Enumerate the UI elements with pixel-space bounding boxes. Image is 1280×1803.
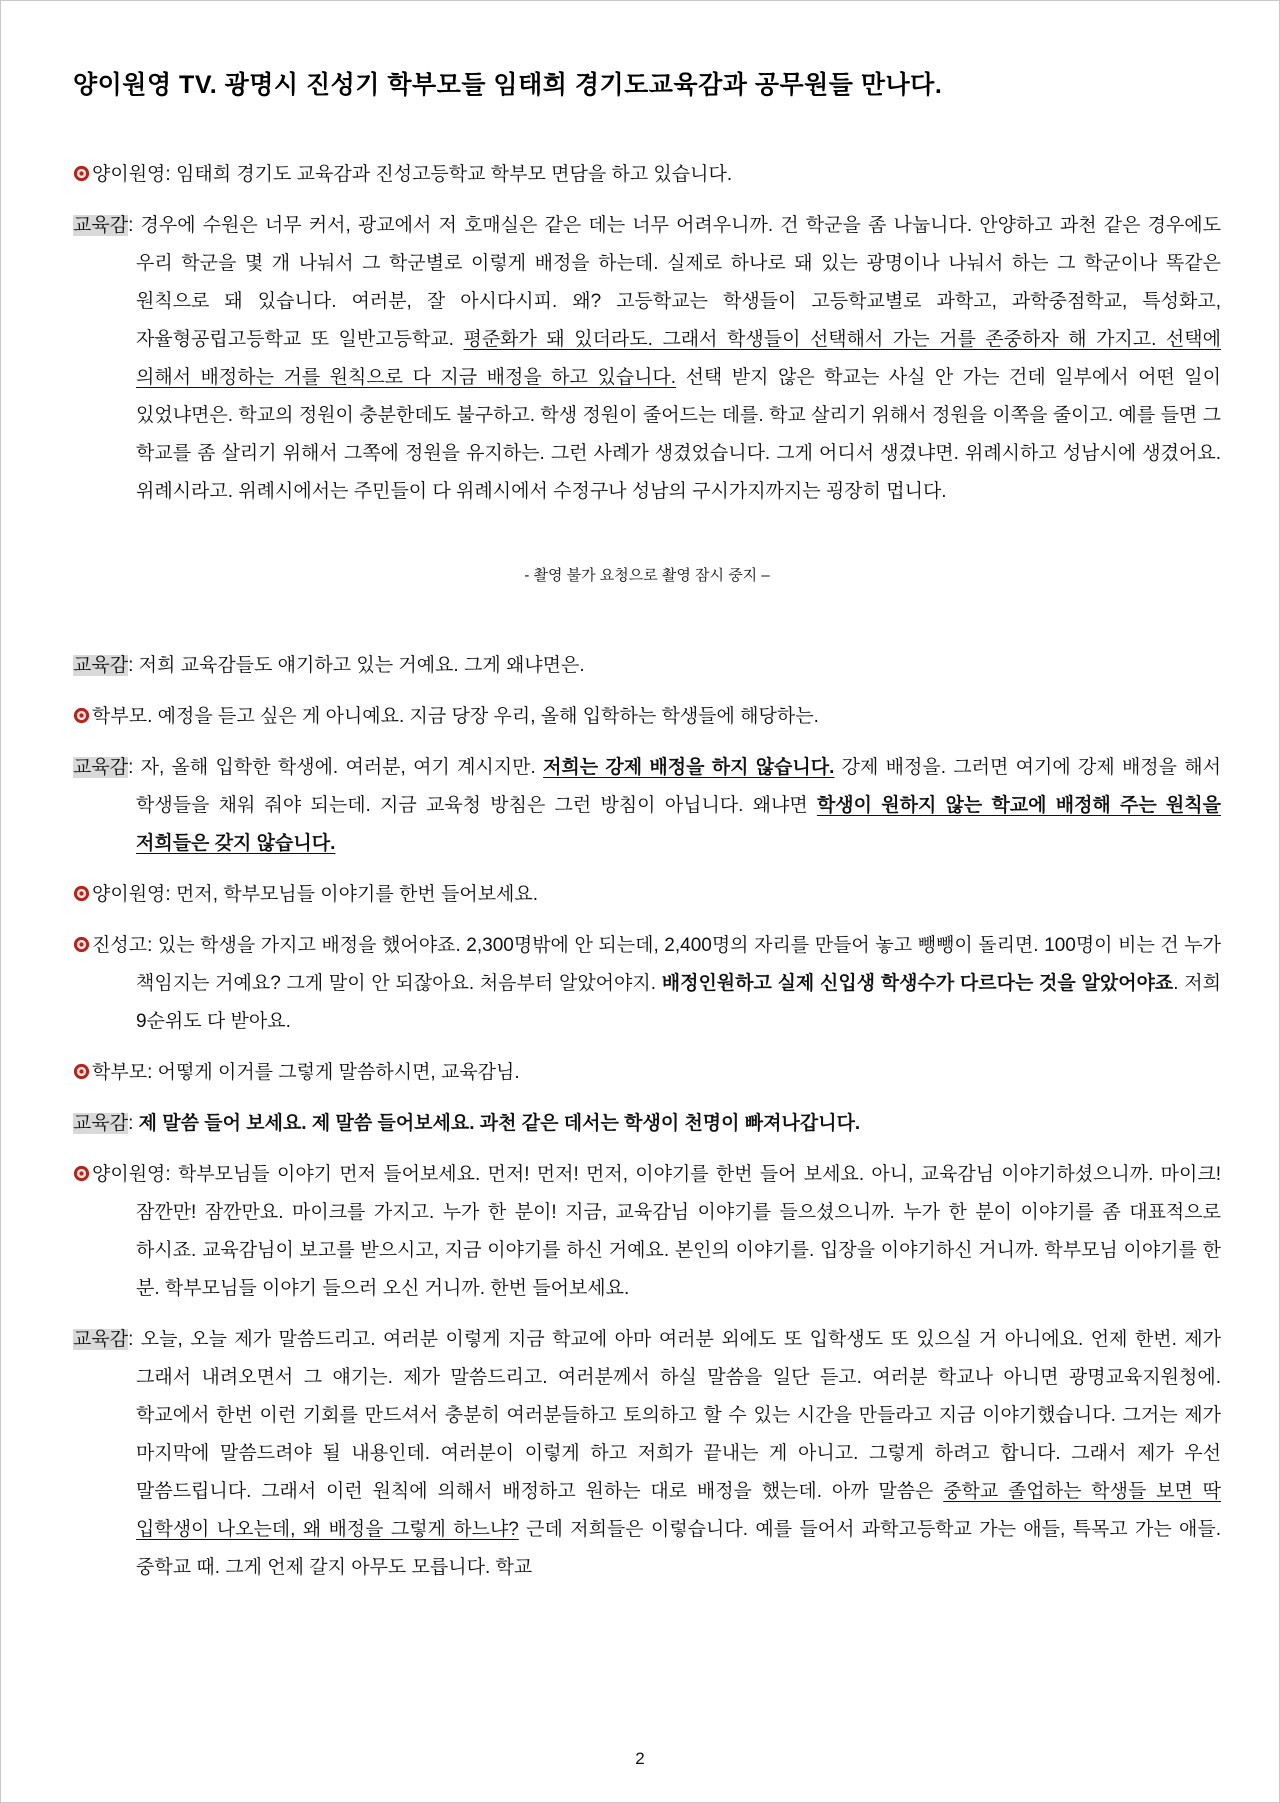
speaker-seal-icon	[73, 165, 90, 182]
speech-segment: 제 말씀 들어 보세요. 제 말씀 들어보세요. 과천 같은 데서는 학생이 천명이 빠져나갑니다.	[138, 1112, 861, 1134]
speaker-separator: :	[128, 214, 141, 236]
transcript-paragraph	[73, 876, 1221, 914]
speech-segment: 평준화가 돼 있더라도. 그래서 학생들이 선택해서 가는 거를 존중하자 해 가지고. 선택에 의해서 배정하는 거를 원칙으로 다 지금 배정을 하고 있습니다.	[136, 328, 1221, 388]
speech-segment: 먼저, 학부모님들 이야기를 한번 들어보세요.	[175, 883, 539, 905]
page-number: 2	[635, 1749, 645, 1768]
speaker-label: 교육감	[73, 1112, 129, 1134]
speaker-separator: :	[128, 1112, 139, 1134]
transcript-paragraph	[73, 647, 1221, 685]
speaker-seal-icon	[73, 707, 90, 724]
transcript-paragraph	[73, 698, 1221, 736]
speech-segment: 강제 배정을. 그러면 여기에 강제 배정을 해서 학생들을 채워 줘야 되는데. 지금 교육청 방침은 그런 방침이 아닙니다. 왜냐면	[136, 756, 1221, 816]
speech-segment: 근데 저희들은 이렇습니다. 예를 들어서 과학고등학교 가는 애들, 특목고 가는 애들. 중학교 때. 그게 언제 갈지 아무도 모릅니다. 학교	[136, 1518, 1221, 1578]
speech-segment: 저희는 강제 배정을 하지 않습니다.	[543, 756, 835, 778]
speaker-label: 교육감	[73, 1328, 129, 1350]
speaker-label: 교육감	[73, 654, 129, 676]
transcript-paragraph	[73, 749, 1221, 863]
speaker-separator: :	[165, 1163, 178, 1185]
transcript	[73, 156, 1221, 1587]
speaker-label: 양이원영	[92, 883, 166, 905]
speech-segment: . 저희 9순위도 다 받아요.	[136, 972, 1221, 1032]
speech-segment: 저희 교육감들도 얘기하고 있는 거예요. 그게 왜냐면은.	[138, 654, 585, 676]
transcript-paragraph	[73, 1105, 1221, 1143]
speaker-label: 학부모	[92, 1061, 148, 1083]
filming-pause-note: - 촬영 불가 요청으로 촬영 잠시 중지 –	[524, 566, 770, 584]
speaker-separator: :	[165, 883, 176, 905]
speech-segment: 예정을 듣고 싶은 게 아니예요. 지금 당장 우리, 올해 입학하는 학생들에 해당하는.	[157, 705, 819, 727]
speaker-seal-icon	[73, 1063, 90, 1080]
speech-segment: 자, 올해 입학한 학생에. 여러분, 여기 계시지만.	[140, 756, 544, 778]
speaker-label: 학부모	[92, 705, 148, 727]
speech-segment: 오늘, 오늘 제가 말씀드리고. 여러분 이렇게 지금 학교에 아마 여러분 외에도 또 입학생도 또 있으실 거 아니에요. 언제 한번. 제가 그래서 내려오면서 그 얘기는. 제가 말씀드리고. 여러분께서 하실 말씀을 일단 듣고. 여러분 학교나 아니면 광명교육지원청에. 학교에서 한번 이런 기회를 만드셔서 충분히 여러분들하고 토의하고 할 수 있는 시간을 만들라고 지금 이야기했습니다. 그거는 제가 마지막에 말씀드려야 될 내용인데. 여러분이 이렇게 하고 저희가 끝내는 게 아니고. 그렇게 하려고 합니다. 그래서 제가 우선 말씀드립니다. 그래서 이런 원칙에 의해서 배정하고 원하는 대로 배정을 했는데. 아까 말씀은	[136, 1328, 1221, 1502]
transcript-paragraph	[73, 207, 1221, 511]
speaker-label: 진성고	[92, 934, 148, 956]
speaker-separator: :	[147, 1061, 158, 1083]
speaker-seal-icon	[73, 1165, 90, 1182]
speech-segment: 임태희 경기도 교육감과 진성고등학교 학부모 면담을 하고 있습니다.	[175, 163, 733, 185]
transcript-paragraph	[73, 1054, 1221, 1092]
speaker-seal-icon	[73, 885, 90, 902]
speech-segment: 어떻게 이거를 그렇게 말씀하시면, 교육감님.	[157, 1061, 520, 1083]
speaker-label: 교육감	[73, 214, 129, 236]
speech-segment: 학부모님들 이야기 먼저 들어보세요. 먼저! 먼저! 먼저, 이야기를 한번 들어 보세요. 아니, 교육감님 이야기하셨으니까. 마이크! 잠깐만! 잠깐만요. 마이크를 가지고. 누가 한 분이! 지금, 교육감님 이야기를 들으셨으니까. 누가 한 분이 이야기를 좀 대표적으로 하시죠. 교육감님이 보고를 받으시고, 지금 이야기를 하신 거예요. 본인의 이야기를. 입장을 이야기하신 거니까. 학부모님 이야기를 한 분. 학부모님들 이야기 들으러 오신 거니까. 한번 들어보세요.	[136, 1163, 1221, 1299]
speech-segment: 선택 받지 않은 학교는 사실 안 가는 건데 일부에서 어떤 일이 있었냐면은. 학교의 정원이 충분한데도 불구하고. 학생 정원이 줄어드는 데를. 학교 살리기 위해서 정원을 이쪽을 줄이고. 예를 들면 그 학교를 좀 살리기 위해서 그쪽에 정원을 유지하는. 그런 사례가 생겼었습니다. 그게 어디서 생겼냐면. 위례시하고 성남시에 생겼어요. 위례시라고. 위례시에서는 주민들이 다 위례시에서 수정구나 성남의 구시가지까지는 굉장히 멉니다.	[136, 366, 1221, 502]
speaker-separator: :	[147, 934, 158, 956]
speech-segment: 중학교 졸업하는 학생들 보면 딱 입학생이 나오는데, 왜 배정을 그렇게 하느냐?	[136, 1480, 1221, 1540]
speaker-label: 양이원영	[92, 1163, 166, 1185]
speech-segment: 배정인원하고 실제 신입생 학생수가 다르다는 것을 알았어야죠	[661, 972, 1174, 994]
transcript-paragraph	[73, 1321, 1221, 1587]
speech-segment: 있는 학생을 가지고 배정을 했어야죠. 2,300명밖에 안 되는데, 2,400명의 자리를 만들어 놓고 뺑뺑이 돌리면. 100명이 비는 건 누가 책임지는 거예요? 그게 말이 안 되잖아요. 처음부터 알았어야지.	[136, 934, 1221, 994]
speaker-label: 교육감	[73, 756, 129, 778]
speech-segment: 학생이 원하지 않는 학교에 배정해 주는 원칙을 저희들은 갖지 않습니다.	[136, 794, 1221, 854]
speech-segment: 경우에 수원은 너무 커서, 광교에서 저 호매실은 같은 데는 너무 어려우니까. 건 학군을 좀 나눕니다. 안양하고 과천 같은 경우에도 우리 학군을 몇 개 나눠서 그 학군별로 이렇게 배정을 하는데. 실제로 하나로 돼 있는 광명이나 나눠서 하는 그 학군이나 똑같은 원칙으로 돼 있습니다. 여러분, 잘 아시다시피. 왜? 고등학교는 학생들이 고등학교별로 과학고, 과학중점학교, 특성화고, 자율형공립고등학교 또 일반고등학교.	[136, 214, 1221, 350]
document-title: 양이원영 TV. 광명시 진성기 학부모들 임태희 경기도교육감과 공무원들 만나다.	[73, 71, 943, 99]
speaker-seal-icon	[73, 936, 90, 953]
transcript-paragraph	[73, 927, 1221, 1041]
speaker-label: 양이원영	[92, 163, 166, 185]
speaker-separator: :	[128, 756, 141, 778]
transcript-paragraph	[73, 1156, 1221, 1308]
speaker-separator: :	[165, 163, 176, 185]
speaker-separator: .	[147, 705, 158, 727]
speaker-separator: :	[128, 654, 139, 676]
speaker-separator: :	[128, 1328, 141, 1350]
transcript-paragraph	[73, 156, 1221, 194]
